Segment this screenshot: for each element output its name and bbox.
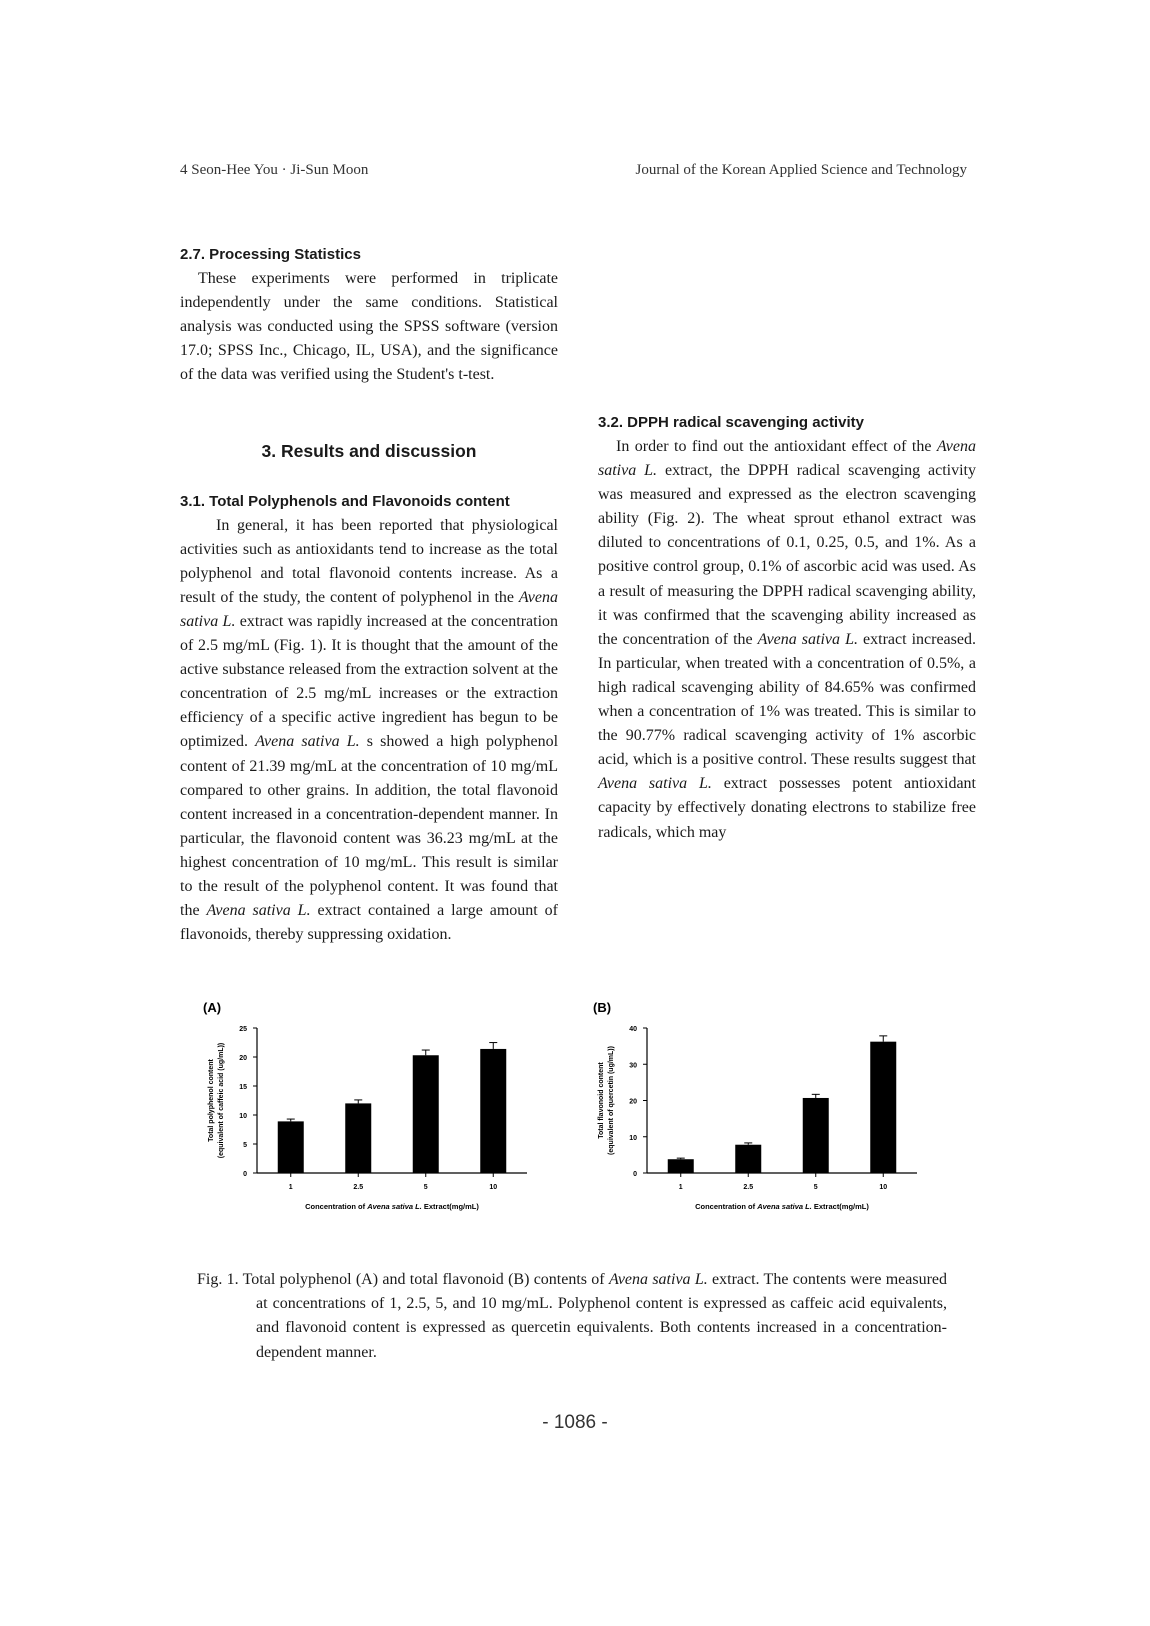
x-tick-label: 2.5 [743, 1184, 754, 1191]
text-run: extract possesses potent antioxidant capacity by effectively donating electrons to stabilize free radicals, which may [598, 775, 976, 841]
page-number: - 1086 - [542, 1412, 608, 1433]
figure-1-caption [197, 1268, 947, 1365]
species-name: Avena sativa L. [608, 1271, 708, 1288]
species-name: Avena sativa L. [206, 902, 311, 920]
y-tick-label: 0 [243, 1171, 247, 1178]
panel-label: (A) [203, 1000, 222, 1015]
y-tick-label: 20 [239, 1055, 247, 1062]
y-tick-label: 5 [243, 1142, 247, 1149]
text-run: extract increased. In particular, when treated with a concentration of 0.5%, a high radical scavenging ability of 84.65% was confirmed when a concentration of 1% was treated. This is similar to the 90.77% radical scavenging activity of 1% ascorbic acid, which is a positive control. These results suggest that [598, 630, 976, 769]
y-axis-label-units: (equivalent of quercetin (ug/mL)) [608, 1046, 615, 1155]
bar [413, 1055, 439, 1173]
figure-1b [585, 1000, 945, 1250]
y-tick-label: 20 [629, 1098, 637, 1106]
x-tick-label: 2.5 [353, 1184, 364, 1191]
y-tick-label: 10 [239, 1113, 247, 1120]
left-column [180, 243, 558, 947]
x-tick-label: 5 [813, 1184, 818, 1191]
y-axis-label: Total flavonoid content [598, 1062, 605, 1139]
y-tick-label: 15 [239, 1084, 247, 1091]
text-run: extract, the DPPH radical scavenging activity was measured and expressed as the electron scavenging ability (Fig. 2). The wheat sprout ethanol extract was diluted to concentrations of 0.1, 0.25, 0.5, and 1%. As a positive control group, 0.1% of ascorbic acid was used. As a result of measuring the DPPH radical scavenging ability, it was confirmed that the scavenging ability increased as the concentration of the [598, 462, 977, 648]
section-2-7-body: These experiments were performed in triplicate independently under the same conditions. Statistical analysis was conducted using the SPSS software (version 17.0; SPSS Inc., Chicago, IL, USA), and the significance of the data was verified using the Student's t-test. [180, 270, 558, 384]
panel-label: (B) [593, 1000, 612, 1015]
running-header-journal: Journal of the Korean Applied Science and Technology [635, 162, 967, 178]
text-run: extract. The contents were measured at concentrations of 1, 2.5, 5, and 10 mg/mL. Polyphenol content is expressed as caffeic acid equivalents, and flavonoid content is expressed as quercetin equivalents. Both contents increased in a concentration-dependent manner. [256, 1271, 948, 1361]
text-run: Fig. 1. Total polyphenol (A) and total flavonoid (B) contents of [197, 1271, 605, 1288]
text-run: extract contained a large amount of flavonoids, thereby suppressing oxidation. [180, 902, 559, 944]
species-name: Avena sativa L. [255, 733, 360, 751]
x-tick-label: 10 [489, 1184, 498, 1191]
y-tick-label: 30 [629, 1062, 637, 1070]
bar [735, 1145, 761, 1173]
section-3-title: 3. Results and discussion [261, 441, 477, 462]
bar [480, 1049, 506, 1173]
x-tick-label: 5 [423, 1184, 428, 1191]
bar [345, 1103, 371, 1173]
x-axis-label: Concentration of Avena sativa L. Extract(mg/mL) [695, 1202, 869, 1211]
text-run: extract was rapidly increased at the concentration of 2.5 mg/mL (Fig. 1). It is thought that the amount of the active substance released from the extraction solvent at the concentration of 2.5 mg/mL increases or the extraction efficiency of a specific active ingredient has begun to be optimized. [180, 612, 559, 751]
section-3-2-heading: 3.2. DPPH radical scavenging activity [598, 414, 864, 431]
species-name: Avena sativa L. [180, 588, 558, 630]
x-axis-label: Concentration of Avena sativa L. Extract(mg/mL) [305, 1202, 479, 1211]
x-tick-label: 1 [678, 1184, 683, 1191]
y-tick-label: 25 [239, 1026, 247, 1033]
chart-flavonoid [585, 1000, 945, 1245]
bar [803, 1098, 829, 1173]
species-name: Avena sativa L. [598, 775, 712, 793]
y-tick-label: 0 [633, 1171, 637, 1178]
right-column [598, 243, 976, 845]
y-axis-label: Total polyphenol content [208, 1059, 215, 1142]
running-header-authors: 4 Seon-Hee You · Ji-Sun Moon [180, 162, 369, 178]
section-3-1-body [180, 514, 558, 948]
y-axis-label-units: (equivalent of caffeic acid (ug/mL)) [218, 1042, 225, 1159]
species-name: Avena sativa L. [757, 630, 858, 648]
text-run: s showed a high polyphenol content of 21.39 mg/mL at the concentration of 10 mg/mL compared to other grains. In addition, the total flavonoid content increased in a concentration-dependent manner. In particular, the flavonoid content was 36.23 mg/mL at the highest concentration of 10 mg/mL. This result is similar to the result of the polyphenol content. It was found that the [180, 733, 559, 920]
text-run: In order to find out the antioxidant effect of the [616, 438, 932, 455]
x-tick-label: 1 [288, 1184, 293, 1191]
chart-polyphenol [195, 1000, 555, 1245]
section-3-2-body [598, 435, 976, 845]
species-name: Avena sativa L. [598, 438, 976, 480]
section-3-1-heading: 3.1. Total Polyphenols and Flavonoids content [180, 492, 510, 510]
bar [278, 1121, 304, 1173]
figure-1a [195, 1000, 555, 1250]
y-tick-label: 40 [629, 1026, 637, 1033]
y-tick-label: 10 [629, 1134, 637, 1142]
section-2-7-heading: 2.7. Processing Statistics [180, 246, 361, 263]
text-run: In general, it has been reported that physiological activities such as antioxidants tend to increase as the total polyphenol and total flavonoid contents increase. As a result of the study, the content of polyphenol in the [180, 516, 558, 606]
bar [668, 1159, 694, 1173]
bar [870, 1042, 896, 1173]
x-tick-label: 10 [879, 1184, 888, 1191]
